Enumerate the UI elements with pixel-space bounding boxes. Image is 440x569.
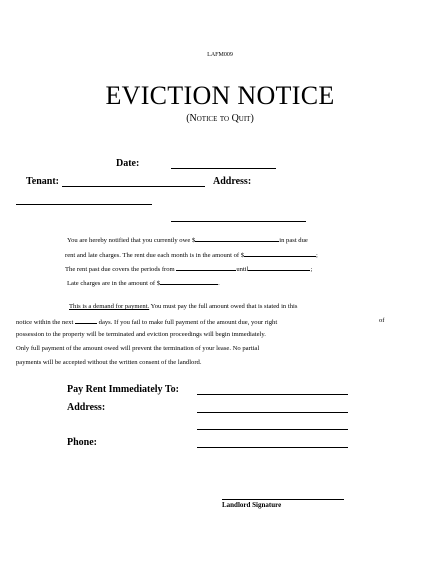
- pay-to-label: Pay Rent Immediately To:: [67, 384, 179, 395]
- periods-until: until: [236, 266, 249, 273]
- possession-text: possession to the property will be terminated and eviction proceedings will begin immediately.: [16, 331, 266, 338]
- notice-start: notice within the next: [16, 319, 74, 326]
- owe-text: [67, 235, 308, 244]
- periods-start: The rent past due covers the periods from: [65, 266, 175, 273]
- notice-of: of: [379, 317, 385, 324]
- address-label: Address:: [213, 176, 252, 187]
- demand-text: [69, 303, 297, 310]
- signature-label: Landlord Signature: [222, 501, 282, 509]
- days-field[interactable]: [75, 317, 97, 324]
- late-charges-end: .: [218, 280, 220, 287]
- payments-text: payments will be accepted without the written consent of the landlord.: [16, 359, 202, 366]
- only-full-text: Only full payment of the amount owed will prevent the termination of your lease. No partial: [16, 345, 260, 352]
- rent-due-start: rent and late charges. The rent due each month is in the amount of $: [65, 252, 245, 259]
- demand-rest: You must pay the full amount owed that is stated in this: [149, 303, 298, 310]
- period-until-field[interactable]: [248, 264, 313, 273]
- phone-field[interactable]: [197, 447, 348, 448]
- tenant-label: Tenant:: [26, 176, 59, 187]
- signature-field[interactable]: [222, 499, 344, 500]
- period-from-field[interactable]: [176, 264, 236, 271]
- rent-due-end: ;: [316, 252, 318, 259]
- date-label: Date:: [116, 158, 140, 169]
- page-subtitle: [0, 113, 440, 124]
- tenant-field[interactable]: [62, 186, 205, 187]
- notice-days-text: [16, 317, 277, 326]
- owe-text-start: You are hereby notified that you currently owe $: [67, 237, 196, 244]
- phone-label: Phone:: [67, 437, 97, 448]
- rent-amount-field[interactable]: [244, 250, 316, 257]
- address-field-line1[interactable]: [16, 204, 152, 205]
- rent-due-text: [65, 250, 318, 259]
- payment-address-field1[interactable]: [197, 412, 348, 413]
- payment-address-field2[interactable]: [197, 429, 348, 430]
- date-field[interactable]: [171, 168, 276, 169]
- owe-text-end: in past due: [279, 237, 308, 244]
- payment-address-label: Address:: [67, 402, 106, 413]
- pay-to-field[interactable]: [197, 394, 348, 395]
- form-code: LAFM009: [207, 52, 233, 58]
- late-charges-text: [67, 278, 220, 287]
- page-title: EVICTION NOTICE: [105, 81, 335, 110]
- periods-text: [65, 264, 312, 273]
- late-charges-start: Late charges are in the amount of $: [67, 280, 161, 287]
- demand-underlined: This is a demand for payment.: [69, 303, 150, 310]
- subtitle-text: (Notice to Quit): [186, 113, 254, 124]
- address-field-line2[interactable]: [171, 221, 306, 222]
- late-charges-field[interactable]: [160, 278, 218, 285]
- notice-days: days. If you fail to make full payment of the amount due, your right: [98, 319, 278, 326]
- periods-end: ;: [310, 266, 313, 273]
- owe-amount-field[interactable]: [195, 235, 279, 242]
